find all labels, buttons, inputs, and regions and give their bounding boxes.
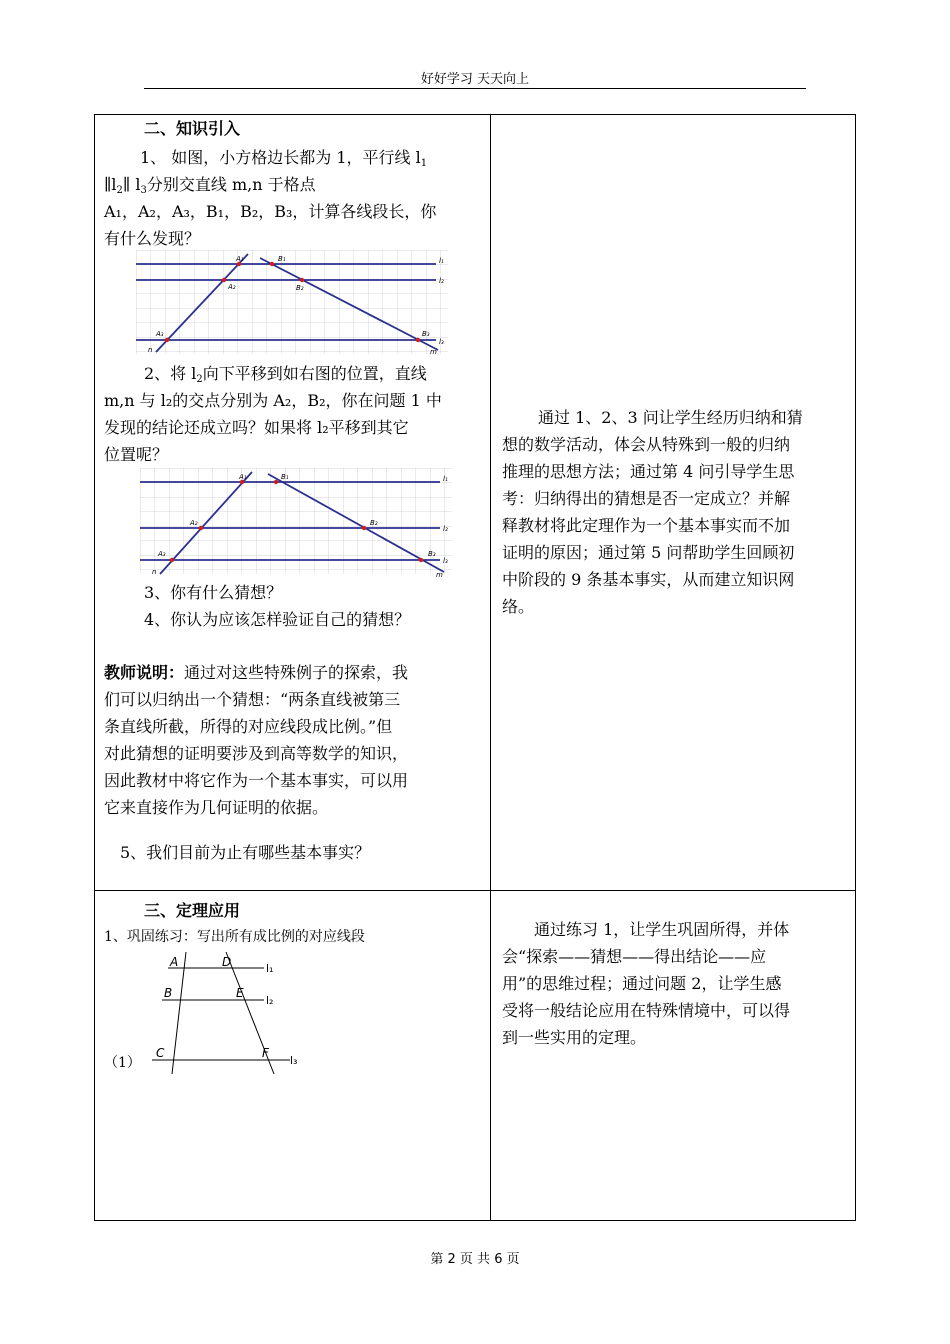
- grid-background: [140, 468, 452, 574]
- application-note-line-2: 会“探索——猜想——得出结论——应: [502, 947, 767, 966]
- label-A3: A₃: [156, 330, 164, 338]
- label-A1: A₁: [236, 255, 244, 263]
- label-n: n: [152, 568, 157, 576]
- figure-parallel-lines-1: [136, 250, 452, 354]
- application-note-line-1: 通过练习 1，让学生巩固所得，并体: [534, 920, 790, 939]
- question-2-line-3: 发现的结论还成立吗？如果将 l₂平移到其它: [104, 418, 409, 437]
- question-1-line-4: 有什么发现？: [104, 229, 201, 248]
- point-B1: [274, 480, 278, 484]
- exercise-1: 1、巩固练习：写出所有成比例的对应线段: [104, 929, 365, 945]
- note-line-2: 想的数学活动，体会从特殊到一般的归纳: [502, 435, 791, 454]
- application-note-line-4: 受将一般结论应用在特殊情境中，可以得: [502, 1001, 791, 1020]
- note-line-7: 中阶段的 9 条基本事实，从而建立知识网: [502, 570, 795, 589]
- label-l1: l₁: [439, 257, 444, 265]
- label-A: A: [170, 955, 179, 969]
- label-B1: B₁: [278, 255, 286, 263]
- point-A3: [165, 338, 169, 342]
- label-A2: A₂: [190, 519, 198, 527]
- label-F: F: [262, 1046, 269, 1060]
- label-E: E: [236, 986, 244, 1000]
- teacher-note-line-3: 条直线所截，所得的对应线段成比例。”但: [104, 717, 393, 736]
- section-title-knowledge: 二、知识引入: [144, 119, 241, 138]
- label-l3: l₃: [290, 1054, 298, 1067]
- question-1-line-2: $\parallel l_2\parallel$ $l_3$分别交直线 m,n 于格点: [104, 175, 316, 196]
- teacher-note-line-5: 因此教材中将它作为一个基本事实，可以用: [104, 771, 409, 790]
- teacher-note-line-2: 们可以归纳出一个猜想：“两条直线被第三: [104, 690, 401, 709]
- point-A2: [199, 526, 203, 530]
- note-line-6: 证明的原因；通过第 5 问帮助学生回顾初: [502, 543, 795, 562]
- label-m: m: [436, 571, 443, 578]
- page-header: 好好学习 天天向上: [420, 72, 530, 87]
- label-B3: B₃: [428, 550, 436, 558]
- label-m: m: [430, 348, 437, 354]
- label-B: B: [164, 986, 173, 1000]
- note-line-3: 推理的思想方法；通过第 4 问引导学生思: [502, 462, 795, 481]
- label-C: C: [156, 1046, 165, 1060]
- question-5: 5、我们目前为止有哪些基本事实？: [120, 843, 371, 862]
- question-2-line-4: 位置呢？: [104, 445, 169, 464]
- note-line-1: 通过 1、2、3 问让学生经历归纳和猜: [538, 408, 803, 427]
- teacher-note-line-4: 对此猜想的证明要涉及到高等数学的知识，: [104, 744, 409, 763]
- figure-transversals: [150, 950, 310, 1080]
- label-l2: l₂: [266, 994, 274, 1007]
- question-2-line-1: 2、将 $l_2$向下平移到如右图的位置，直线: [144, 364, 427, 385]
- point-B3: [416, 338, 420, 342]
- question-2-line-2: m,n 与 l₂的交点分别为 A₂，B₂，你在问题 1 中: [104, 391, 442, 410]
- label-B3: B₃: [422, 330, 430, 338]
- question-4: 4、你认为应该怎样验证自己的猜想？: [144, 610, 411, 629]
- transversal-left: [172, 952, 186, 1074]
- application-note-line-5: 到一些实用的定理。: [502, 1028, 647, 1047]
- question-1-line-3: A₁，A₂，A₃，B₁，B₂，B₃，计算各线段长，你: [104, 202, 437, 221]
- label-n: n: [148, 346, 153, 354]
- label-B2: B₂: [296, 284, 304, 292]
- note-line-4: 考：归纳得出的猜想是否一定成立？并解: [502, 489, 791, 508]
- label-l2: l₂: [443, 525, 448, 533]
- header-rule: [144, 88, 806, 89]
- label-A3: A₃: [158, 550, 166, 558]
- point-B1: [270, 262, 274, 266]
- label-A2: A₂: [228, 283, 236, 291]
- section-title-application: 三、定理应用: [144, 901, 241, 920]
- label-B2: B₂: [370, 519, 378, 527]
- label-A1: A₁: [239, 473, 247, 481]
- figure-parallel-lines-2: [140, 468, 456, 578]
- point-A3: [170, 558, 174, 562]
- label-D: D: [222, 955, 232, 969]
- note-line-5: 释教材将此定理作为一个基本事实而不加: [502, 516, 791, 535]
- note-line-8: 络。: [502, 597, 535, 616]
- teacher-note-line-6: 它来直接作为几何证明的依据。: [104, 798, 329, 817]
- point-B2: [362, 526, 366, 530]
- teacher-note-line-1: 教师说明：通过对这些特殊例子的探索，我: [104, 663, 409, 682]
- figure-number: （1）: [104, 1055, 141, 1071]
- point-B2: [300, 278, 304, 282]
- page-footer: 第 2 页 共 6 页: [430, 1252, 520, 1267]
- question-3: 3、你有什么猜想？: [144, 583, 283, 602]
- label-l1: l₁: [443, 475, 448, 483]
- label-l3: l₃: [439, 338, 444, 346]
- application-note-line-3: 用”的思维过程；通过问题 2，让学生感: [502, 974, 782, 993]
- point-A2: [222, 278, 226, 282]
- label-l1: l₁: [266, 962, 274, 975]
- label-l3: l₃: [443, 557, 448, 565]
- question-1-line-1: 1、 如图，小方格边长都为 1，平行线 $l_1$: [140, 148, 428, 169]
- label-B1: B₁: [281, 473, 289, 481]
- grid-background: [136, 250, 448, 354]
- label-l2: l₂: [439, 277, 444, 285]
- point-B3: [419, 558, 423, 562]
